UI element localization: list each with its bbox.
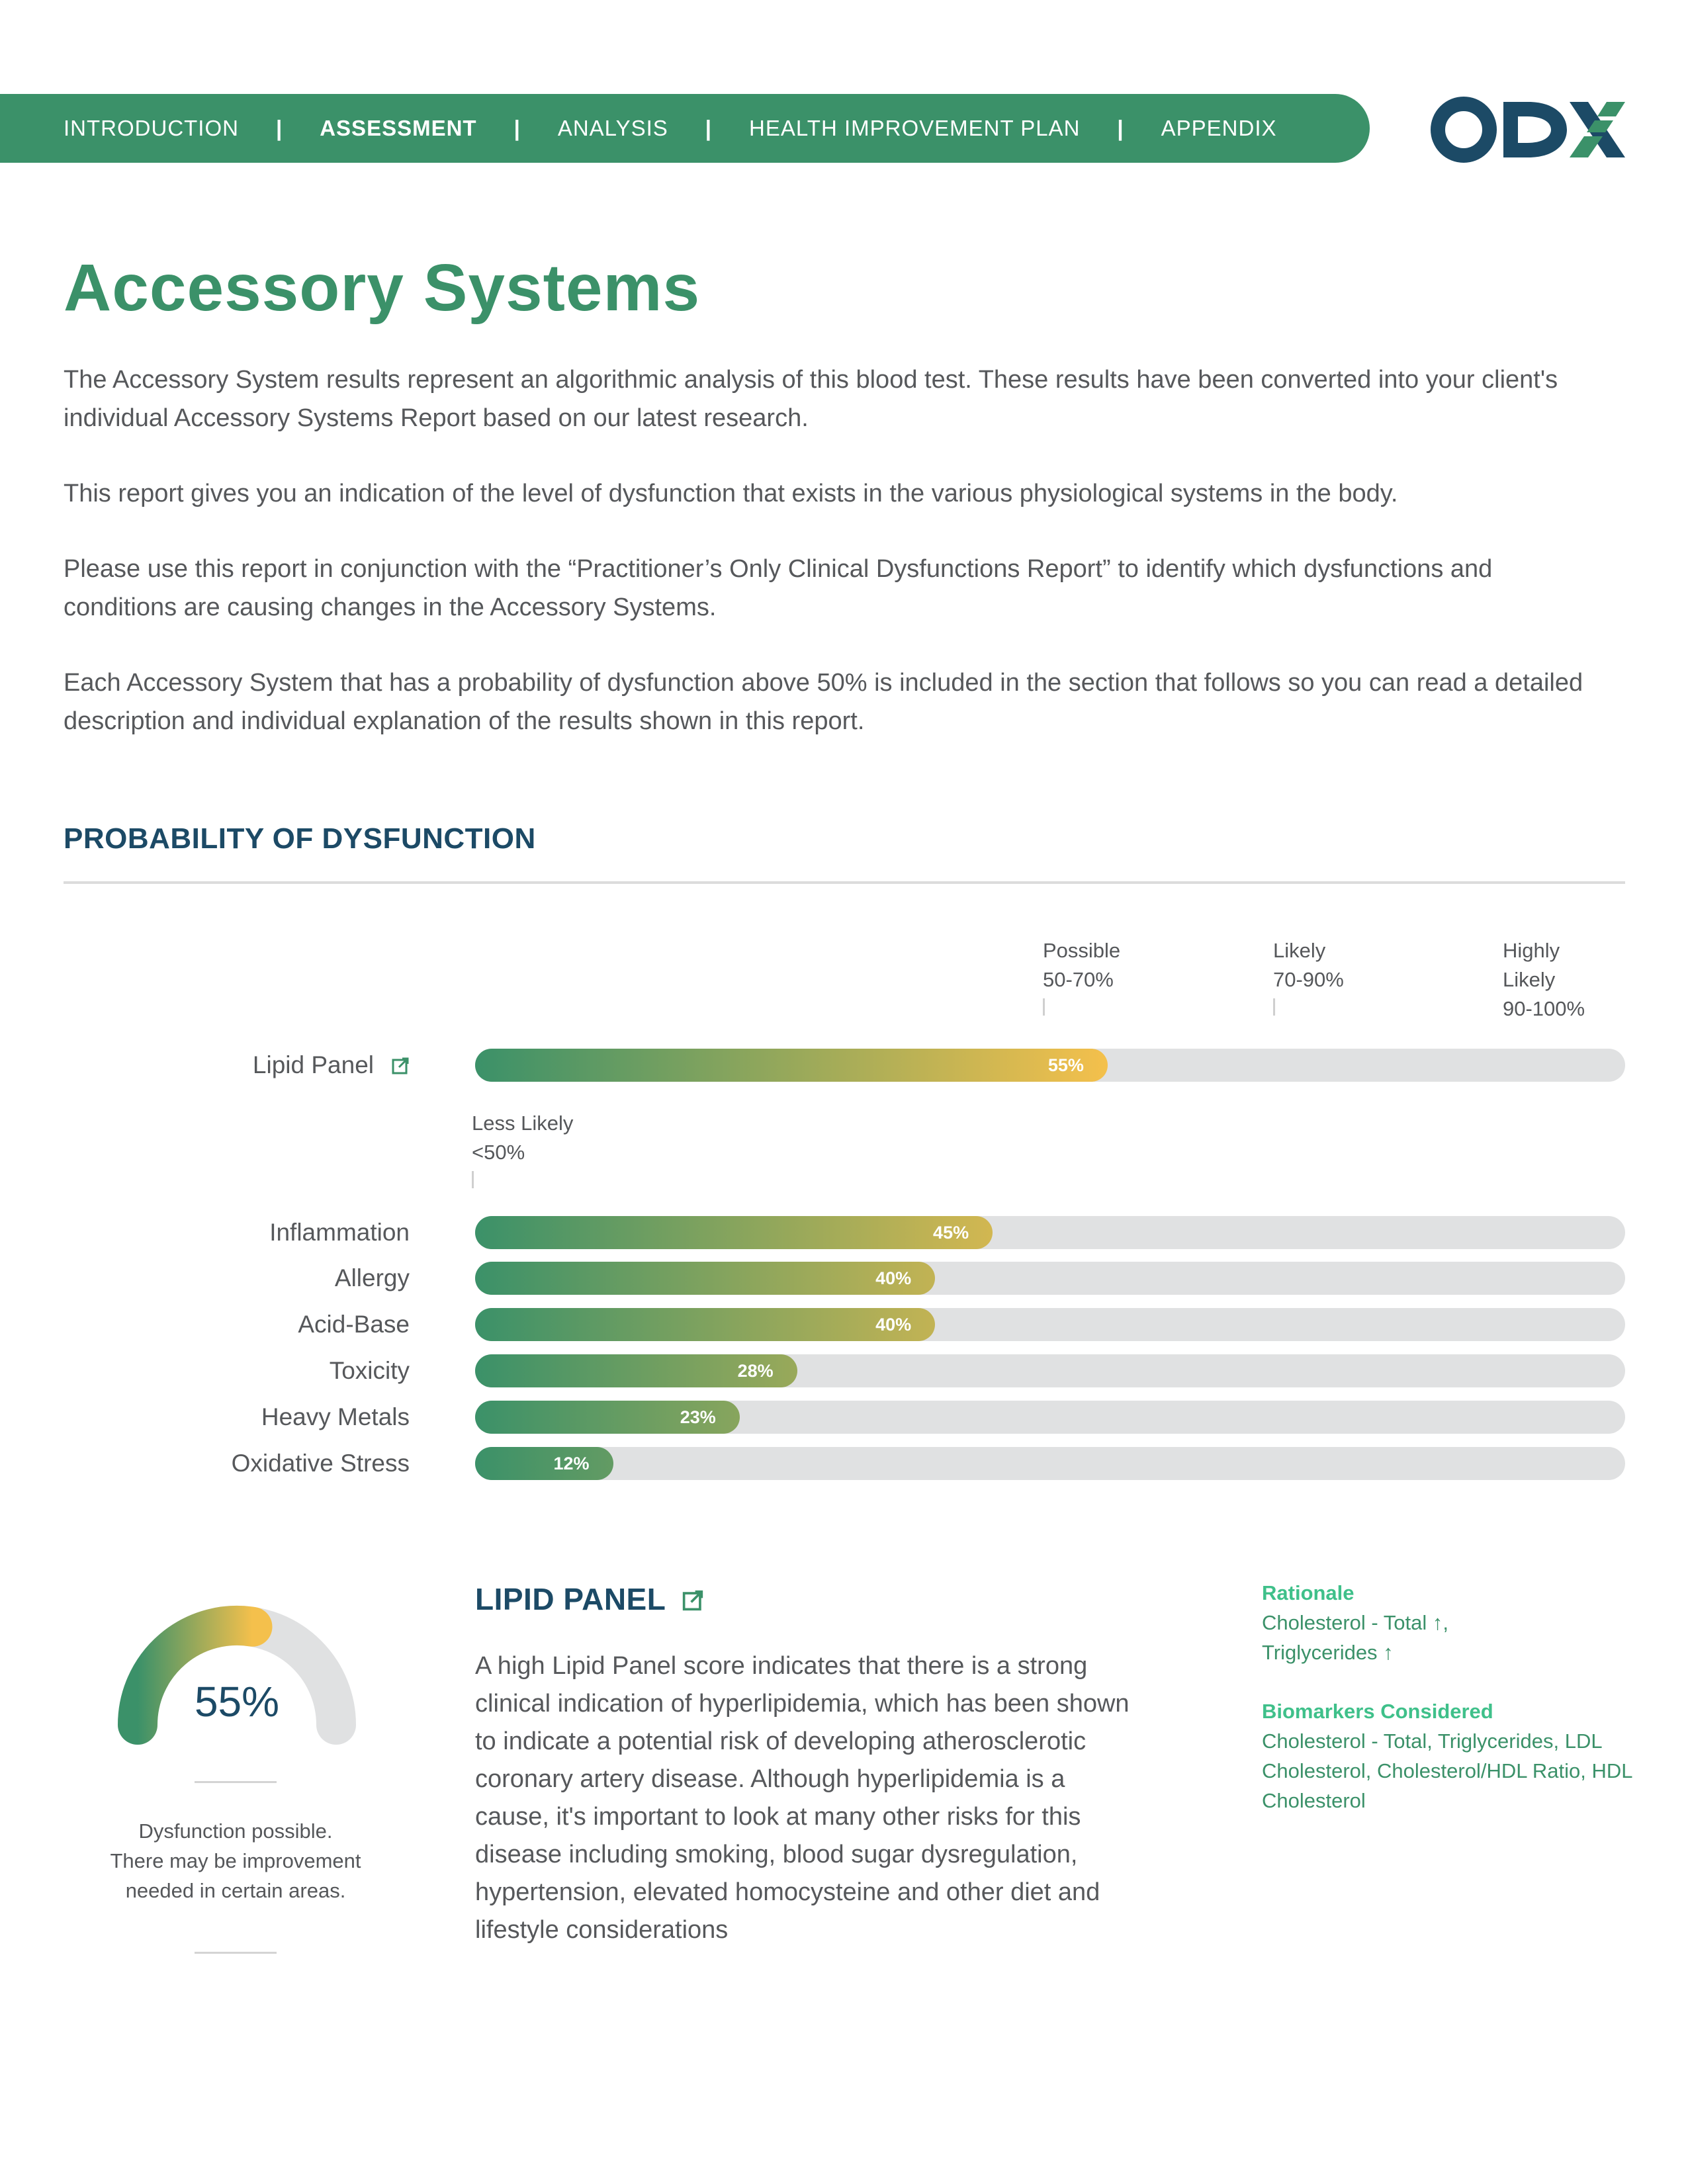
bar-value-label: 23% — [680, 1407, 716, 1427]
bar-track — [475, 1447, 1625, 1480]
marker-possible-label: Possible — [1043, 939, 1121, 962]
biomarkers-list: Cholesterol - Total, Triglycerides, LDL Cholesterol, Cholesterol/HDL Ratio, HDL Cholesterol — [1262, 1729, 1632, 1812]
bar-label-inflammation: Inflammation — [269, 1219, 410, 1246]
page-title: Accessory Systems — [64, 251, 701, 325]
gauge-caption-line: needed in certain areas. — [125, 1879, 346, 1902]
nav-separator: | — [1117, 116, 1124, 140]
marker-highly-likely-range: 90-100% — [1503, 997, 1585, 1020]
bar-fill-lipid-panel — [475, 1049, 1108, 1082]
bar-fill-acid-base — [475, 1308, 935, 1341]
bar-value-label: 45% — [933, 1223, 969, 1243]
intro-text — [64, 361, 1599, 777]
marker-highly-likely — [1503, 936, 1585, 1024]
arrow-up-icon: ↑ — [1383, 1641, 1394, 1664]
nav-separator: | — [275, 116, 283, 140]
bar-track — [475, 1308, 1625, 1341]
marker-likely — [1273, 936, 1344, 1024]
marker-possible — [1043, 936, 1120, 1024]
nav-assessment[interactable]: ASSESSMENT — [320, 116, 477, 140]
bar-track — [475, 1401, 1625, 1434]
bar-label-heavy-metals: Heavy Metals — [261, 1403, 410, 1430]
gauge-caption-line: There may be improvement — [110, 1849, 361, 1872]
rationale-item: Cholesterol - Total — [1262, 1611, 1427, 1634]
intro-paragraph: The Accessory System results represent an algorithmic analysis of this blood test. These results have been converted into your client's individual Accessory Systems Report based on our latest research. — [64, 366, 1558, 432]
nav-separator: | — [705, 116, 713, 140]
bar-fill-toxicity — [475, 1354, 797, 1387]
gauge-value: 55% — [194, 1678, 280, 1725]
marker-tick — [472, 1171, 474, 1188]
bar-fill-inflammation — [475, 1216, 993, 1249]
marker-likely-range: 70-90% — [1273, 968, 1344, 991]
section-divider — [64, 881, 1625, 884]
nav-introduction[interactable]: INTRODUCTION — [64, 116, 239, 140]
bar-fill-heavy-metals — [475, 1401, 740, 1434]
rationale-item: Triglycerides — [1262, 1641, 1378, 1664]
arrow-up-icon: ↑ — [1432, 1611, 1443, 1634]
marker-tick — [1043, 998, 1045, 1016]
odx-logo — [1429, 93, 1628, 167]
bar-value-label: 40% — [875, 1315, 912, 1334]
marker-less-likely-label: Less Likely — [472, 1112, 574, 1135]
bar-label-text: Lipid Panel — [252, 1051, 374, 1078]
bar-track — [475, 1354, 1625, 1387]
bar-value-label: 40% — [875, 1268, 912, 1288]
external-link-icon[interactable] — [682, 1589, 704, 1612]
bar-value-label: 55% — [1047, 1055, 1084, 1075]
detail-title-text: LIPID PANEL — [475, 1582, 666, 1616]
bar-label-lipid-panel[interactable] — [253, 1049, 410, 1082]
marker-likely-label: Likely — [1273, 939, 1326, 962]
bar-label-oxidative-stress: Oxidative Stress — [231, 1450, 410, 1477]
biomarkers-heading: Biomarkers Considered — [1262, 1700, 1493, 1723]
top-nav — [0, 94, 1370, 163]
intro-paragraph: Each Accessory System that has a probability of dysfunction above 50% is included in the section that follows so you can read a detailed description and individual explanation of the results shown in this report. — [64, 669, 1583, 735]
nav-separator: | — [513, 116, 521, 140]
marker-less-likely — [472, 1109, 573, 1196]
bar-fill-oxidative-stress — [475, 1447, 613, 1480]
nav-appendix[interactable]: APPENDIX — [1161, 116, 1277, 140]
bar-label-acid-base: Acid-Base — [298, 1311, 410, 1338]
marker-highly-likely-label: Likely — [1503, 968, 1556, 991]
bar-track — [475, 1049, 1625, 1082]
gauge-rule — [195, 1952, 277, 1954]
bar-label-allergy: Allergy — [334, 1264, 410, 1291]
external-link-icon[interactable] — [391, 1057, 410, 1075]
nav-analysis[interactable]: ANALYSIS — [557, 116, 668, 140]
nav-health-improvement-plan[interactable]: HEALTH IMPROVEMENT PLAN — [749, 116, 1081, 140]
intro-paragraph: This report gives you an indication of the level of dysfunction that exists in the various physiological systems in the body. — [64, 480, 1398, 507]
bar-value-label: 28% — [737, 1361, 774, 1381]
marker-less-likely-range: <50% — [472, 1141, 525, 1164]
intro-paragraph: Please use this report in conjunction with the “Practitioner’s Only Clinical Dysfunctions Report” to identify which dysfunctions and conditions are causing changes in the Accessory Systems. — [64, 555, 1493, 621]
marker-tick — [1273, 998, 1275, 1016]
marker-possible-range: 50-70% — [1043, 968, 1114, 991]
bar-track — [475, 1216, 1625, 1249]
detail-body: A high Lipid Panel score indicates that there is a strong clinical indication of hyperlipidemia, which has been shown to indicate a potential risk of developing atherosclerotic coronary artery disease. Although hyperlipidemia is a cause, it's important to look at many other risks for this disease including smoking, blood sugar dysregulation, hypertension, elevated homocysteine and other diet and lifestyle considerations — [475, 1652, 1130, 1944]
section-heading: PROBABILITY OF DYSFUNCTION — [64, 822, 536, 855]
bar-label-toxicity: Toxicity — [329, 1357, 410, 1384]
gauge-rule — [195, 1781, 277, 1783]
rationale-heading: Rationale — [1262, 1581, 1355, 1604]
gauge-caption-line: Dysfunction possible. — [138, 1819, 333, 1843]
detail-title — [475, 1581, 704, 1617]
bar-fill-allergy — [475, 1262, 935, 1295]
marker-highly-likely-label: Highly — [1503, 939, 1560, 962]
bar-value-label: 12% — [553, 1454, 590, 1473]
bar-track — [475, 1262, 1625, 1295]
rationale-list: Cholesterol - Total ↑, Triglycerides ↑ — [1262, 1611, 1449, 1664]
gauge-caption — [66, 1816, 405, 1905]
